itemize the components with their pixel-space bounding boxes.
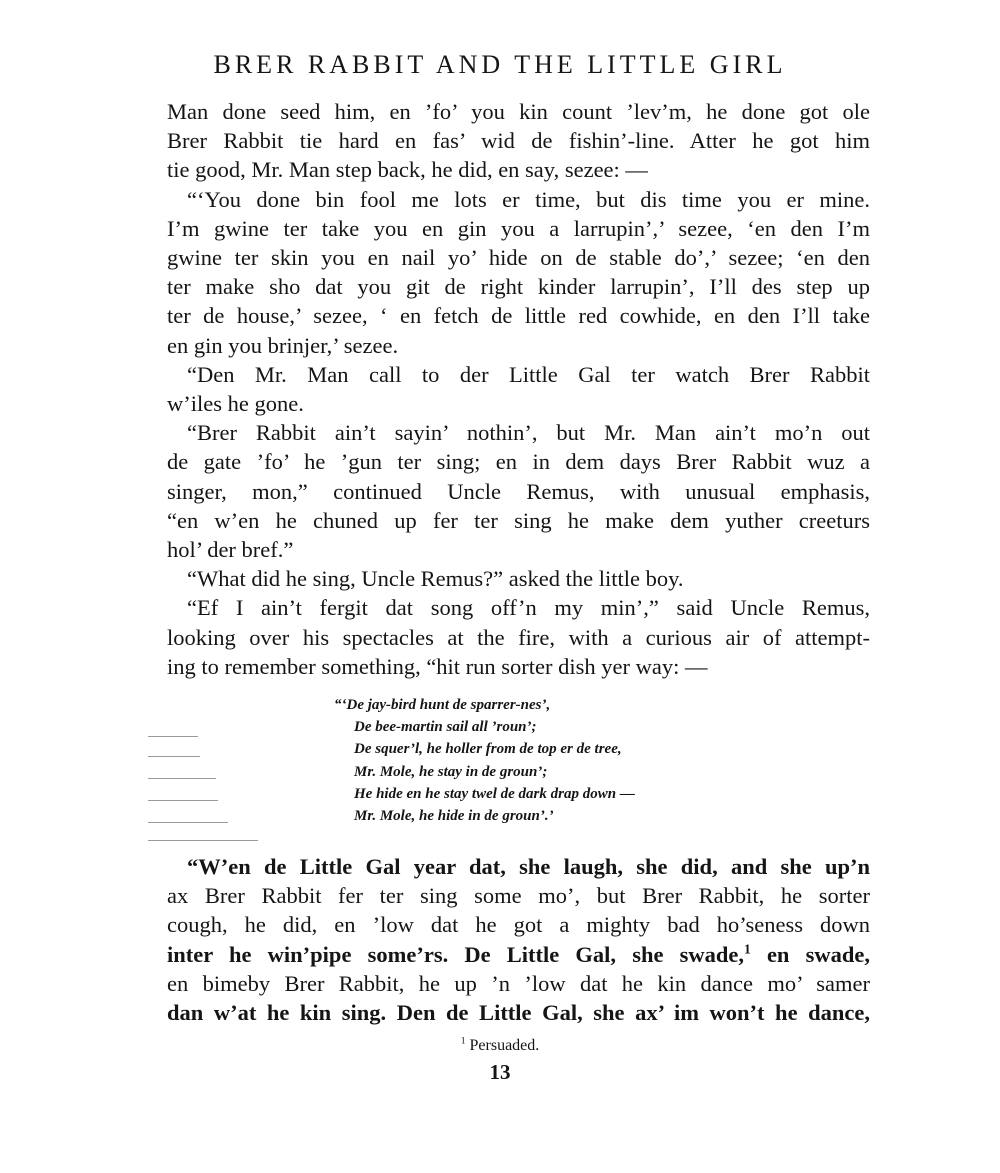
- text-line: [167, 940, 870, 969]
- text-line-content: inter he win’pipe some’rs. De Little Gal, she swade,: [167, 941, 745, 967]
- text-line: [167, 910, 870, 939]
- text-line-content: ter make sho dat you git de right kinder larrupin’, I’ll des step up: [167, 274, 870, 300]
- text-line-content: en gin you brinjer,’ sezee.: [167, 332, 399, 358]
- text-line: [167, 126, 870, 155]
- text-line: [187, 418, 870, 447]
- text-line-content: gwine ter skin you en nail yo’ hide on de stable do’,’ sezee; ‘en den: [167, 245, 870, 270]
- text-line: [167, 301, 870, 330]
- footnote: [0, 1037, 1000, 1055]
- scan-artifact: [148, 840, 258, 841]
- scan-artifact: [148, 800, 218, 801]
- text-line-content: Brer Rabbit tie hard en fas’ wid de fishin’-line. Atter he got him: [167, 128, 870, 154]
- text-line-content: “‘You done bin fool me lots er time, but dis time you er mine.: [187, 186, 870, 212]
- text-line-content: hol’ der bref.”: [167, 537, 294, 562]
- text-line: [167, 535, 870, 564]
- text-line: [187, 185, 870, 214]
- text-line: [167, 652, 870, 681]
- text-line-content: “What did he sing, Uncle Remus?” asked the little boy.: [187, 566, 684, 592]
- text-line-content: I’m gwine ter take you en gin you a larrupin’,’ sezee, ‘en den I’m: [167, 215, 870, 241]
- text-line-content: tie good, Mr. Man step back, he did, en say, sezee: —: [167, 157, 648, 183]
- text-line: [167, 881, 870, 910]
- text-line: [167, 998, 870, 1027]
- text-line-content: looking over his spectacles at the fire, with a curious air of attempt-: [167, 624, 870, 650]
- text-line-content: w’iles he gone.: [167, 391, 304, 416]
- running-head: BRER RABBIT AND THE LITTLE GIRL: [213, 50, 787, 79]
- text-line: [167, 214, 870, 243]
- scan-artifact: [148, 822, 228, 823]
- text-line-content: “Den Mr. Man call to der Little Gal ter watch Brer Rabbit: [187, 361, 870, 387]
- text-line: [187, 564, 870, 593]
- text-line: [167, 331, 870, 360]
- footnote-reference: 1: [744, 941, 751, 957]
- verse-line: Mr. Mole, he stay in de groun’;: [354, 763, 548, 780]
- text-line: [167, 447, 870, 476]
- scan-artifact: [148, 778, 216, 779]
- text-line-content: “Ef I ain’t fergit dat song off’n my min’,” said Uncle Remus,: [187, 595, 870, 621]
- verse-line: He hide en he stay twel de dark drap down —: [354, 785, 635, 802]
- text-line-content: ax Brer Rabbit fer ter sing some mo’, but Brer Rabbit, he sorter: [167, 883, 870, 909]
- scan-artifact: [148, 736, 198, 737]
- text-line: [167, 506, 870, 535]
- text-line-content: en bimeby Brer Rabbit, he up ’n ’low dat he kin dance mo’ samer: [167, 970, 870, 996]
- text-line: [167, 97, 870, 126]
- text-line: [167, 243, 870, 272]
- text-line: [167, 155, 870, 184]
- text-line: [167, 477, 870, 506]
- text-line-tail: en swade,: [750, 941, 870, 967]
- text-line-content: “en w’en he chuned up fer ter sing he make dem yuther creeturs: [167, 507, 870, 533]
- text-line: [187, 360, 870, 389]
- text-line-content: “W’en de Little Gal year dat, she laugh, she did, and she up’n: [187, 854, 870, 879]
- footnote-marker: 1: [460, 1035, 466, 1047]
- verse-line: “‘De jay-bird hunt de sparrer-nes’,: [334, 697, 551, 713]
- text-line-content: dan w’at he kin sing. Den de Little Gal, she ax’ im won’t he dance,: [167, 1000, 870, 1025]
- footnote-text: Persuaded.: [469, 1037, 540, 1054]
- text-line-content: singer, mon,” continued Uncle Remus, with unusual emphasis,: [167, 478, 870, 504]
- scan-artifact: [148, 756, 200, 757]
- text-line: [167, 272, 870, 301]
- text-line-content: ing to remember something, “hit run sorter dish yer way: —: [167, 653, 708, 679]
- text-line-content: cough, he did, en ’low dat he got a mighty bad ho’seness down: [167, 912, 870, 938]
- text-line: [167, 969, 870, 998]
- verse-line: De squer’l, he holler from de top er de tree,: [354, 741, 622, 758]
- text-line: [167, 623, 870, 652]
- verse-line: De bee-martin sail all ’roun’;: [354, 719, 537, 736]
- text-line: [167, 389, 870, 418]
- text-line: [187, 593, 870, 622]
- text-line-content: “Brer Rabbit ain’t sayin’ nothin’, but Mr. Man ain’t mo’n out: [187, 420, 870, 446]
- page-number: 13: [489, 1060, 511, 1084]
- text-line-content: ter de house,’ sezee, ‘ en fetch de little red cowhide, en den I’ll take: [167, 303, 870, 329]
- verse-line: Mr. Mole, he hide in de groun’.’: [354, 808, 554, 824]
- text-line-content: Man done seed him, en ’fo’ you kin count ’lev’m, he done got ole: [167, 99, 870, 124]
- text-line-content: de gate ’fo’ he ’gun ter sing; en in dem days Brer Rabbit wuz a: [167, 449, 870, 475]
- text-line: [187, 852, 870, 881]
